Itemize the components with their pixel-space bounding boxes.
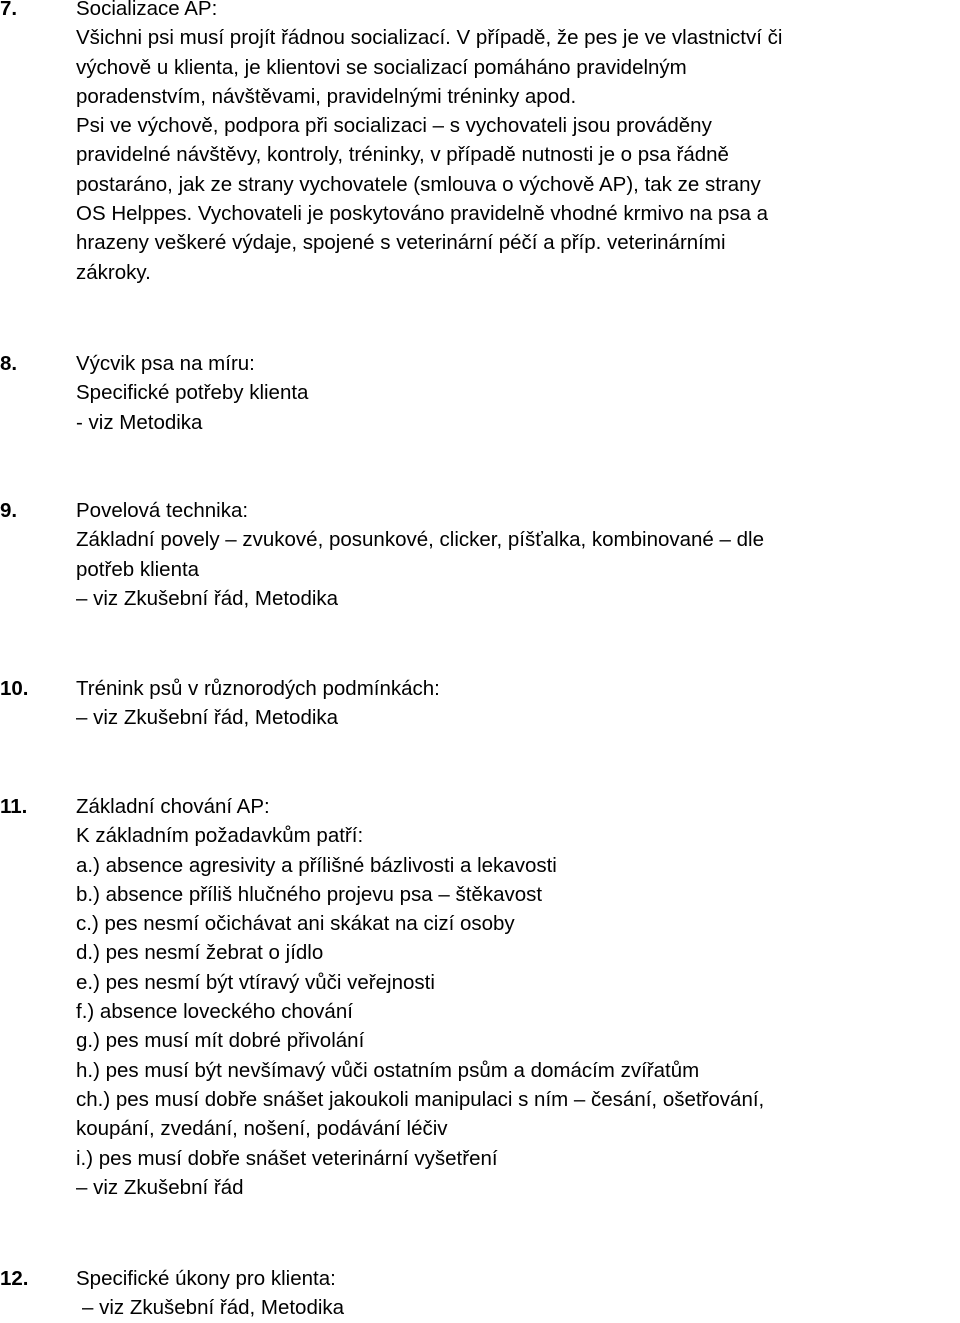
paragraph-line: - viz Metodika	[76, 410, 203, 434]
list-item: c.) pes nesmí očichávat ani skákat na cizí osoby	[76, 912, 515, 936]
section-heading: Výcvik psa na míru:	[76, 352, 255, 375]
paragraph-line: Základní povely – zvukové, posunkové, clicker, píšťalka, kombinované – dle	[76, 528, 764, 552]
section-number: 8.	[0, 352, 18, 375]
section-body	[76, 674, 956, 733]
paragraph-line: potřeb klienta	[76, 557, 200, 581]
paragraph-line: postaráno, jak ze strany vychovatele (smlouva o výchově AP), tak ze strany	[76, 172, 761, 196]
list-item: ch.) pes musí dobře snášet jakoukoli manipulaci s ním – česání, ošetřování,	[76, 1087, 765, 1111]
paragraph-line: výchově u klienta, je klientovi se socializací pomáháno pravidelným	[76, 55, 687, 79]
paragraph-line: zákroky.	[76, 260, 151, 284]
section-body	[76, 496, 956, 613]
list-item: b.) absence příliš hlučného projevu psa – štěkavost	[76, 882, 543, 906]
list-item: koupání, zvedání, nošení, podávání léčiv	[76, 1117, 448, 1141]
section-heading: Specifické úkony pro klienta:	[76, 1267, 336, 1290]
list-item: e.) pes nesmí být vtíravý vůči veřejnosti	[76, 970, 435, 994]
paragraph-line: OS Helppes. Vychovateli je poskytováno pravidelně vhodné krmivo na psa a	[76, 202, 769, 226]
list-item: a.) absence agresivity a přílišné bázlivosti a lekavosti	[76, 853, 557, 877]
paragraph-line: Specifické potřeby klienta	[76, 381, 309, 405]
paragraph-line: Všichni psi musí projít řádnou socializací. V případě, že pes je ve vlastnictví či	[76, 26, 783, 50]
section-heading: Povelová technika:	[76, 499, 249, 522]
list-item: d.) pes nesmí žebrat o jídlo	[76, 941, 324, 965]
section-number: 9.	[0, 499, 18, 522]
reference-line: – viz Zkušební řád, Metodika	[76, 586, 339, 610]
section-heading: Socializace AP:	[76, 0, 218, 20]
paragraph-line: Psi ve výchově, podpora při socializaci – s vychovateli jsou prováděny	[76, 114, 712, 138]
paragraph-line: pravidelné návštěvy, kontroly, tréninky, v případě nutnosti je o psa řádně	[76, 143, 729, 167]
paragraph-line: poradenstvím, návštěvami, pravidelnými tréninky apod.	[76, 84, 577, 108]
section-heading: Trénink psů v různorodých podmínkách:	[76, 677, 440, 700]
section-number: 12.	[0, 1267, 29, 1290]
reference-line: – viz Zkušební řád, Metodika	[82, 1296, 345, 1320]
reference-line: – viz Zkušební řád, Metodika	[76, 706, 339, 730]
list-item: f.) absence loveckého chování	[76, 1000, 353, 1024]
section-number: 11.	[0, 795, 28, 818]
list-item: h.) pes musí být nevšímavý vůči ostatním psům a domácím zvířatům	[76, 1058, 700, 1082]
section-body	[76, 1264, 956, 1323]
section-body	[76, 349, 956, 437]
paragraph-line: K základním požadavkům patří:	[76, 824, 364, 848]
list-item: i.) pes musí dobře snášet veterinární vyšetření	[76, 1146, 498, 1170]
section-body	[76, 792, 956, 1202]
reference-line: – viz Zkušební řád	[76, 1175, 244, 1199]
section-number: 10.	[0, 677, 29, 700]
section-heading: Základní chování AP:	[76, 795, 270, 818]
section-body	[76, 0, 956, 287]
list-item: g.) pes musí mít dobré přivolání	[76, 1029, 365, 1053]
paragraph-line: hrazeny veškeré výdaje, spojené s veterinární péčí a příp. veterinárními	[76, 231, 726, 255]
section-number: 7.	[0, 0, 18, 20]
